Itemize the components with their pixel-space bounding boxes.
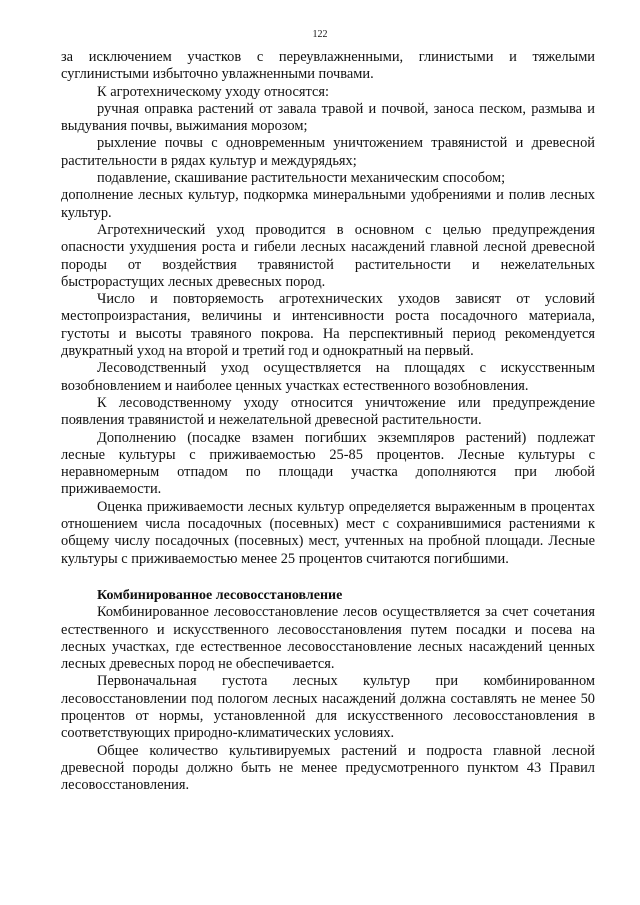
list-item-mowing: подавление, скашивание растительности механическим способом; bbox=[97, 170, 506, 187]
paragraph-agrotech-intro: К агротехническому уходу относятся: bbox=[97, 83, 329, 100]
paragraph-silvicultural-content: К лесоводственному уходу относится уничтожение или предупреждение появления травянистой и нежелательной древесной растительности. bbox=[61, 394, 595, 429]
section-heading: Комбинированное лесовосстановление bbox=[97, 587, 343, 603]
paragraph-continuation: за исключением участков с переувлажненными, глинистыми и тяжелыми суглинистыми избыточно увлажненными почвами. bbox=[61, 49, 595, 83]
paragraph-survival-assessment: Оценка приживаемости лесных культур определяется выраженным в процентах отношением числа посадочных (посевных) мест с сохранившимися растениями к общему числу посадочных (посевных) мест, учтенных на пробной площади. Лесные культуры с приживаемостью менее 25 процентов считаются погибшими. bbox=[61, 498, 595, 567]
paragraph-combined-density: Первоначальная густота лесных культур при комбинированном лесовосстановлении под пологом лесных насаждений должна составлять не менее 50 процентов от нормы, установленной для искусственного лесовосстановления в соответствующих природно-климатических условиях. bbox=[61, 673, 595, 742]
paragraph-agrotech-frequency: Число и повторяемость агротехнических уходов зависят от условий местопроизрастания, величины и интенсивности роста посадочного материала, густоты и высоты травяного покрова. На перспективный период рекомендуется двукратный уход на второй и третий год и однократный на первый. bbox=[61, 291, 595, 360]
paragraph-supplementing-rules: Дополнению (посадке взамен погибших экземпляров растений) подлежат лесные культуры с приживаемостью 25-85 процентов. Лесные культуры с неравномерным отпадом по площади участка дополняются при любой приживаемости. bbox=[61, 429, 595, 498]
list-item-loosening: рыхление почвы с одновременным уничтожением травянистой и древесной растительности в рядах культур и междурядьях; bbox=[61, 135, 595, 169]
page-number: 122 bbox=[312, 29, 328, 40]
paragraph-agrotech-purpose: Агротехнический уход проводится в основном с целью предупреждения опасности ухудшения роста и гибели лесных насаждений главной лесной древесной породы от воздействия травянистой растительности и нежелательных быстрорастущих лесных древесных пород. bbox=[61, 221, 595, 290]
document-body bbox=[61, 49, 595, 794]
list-item-supplementing: дополнение лесных культур, подкормка минеральными удобрениями и полив лесных культур. bbox=[61, 187, 595, 221]
paragraph-combined-total: Общее количество культивируемых растений и подроста главной лесной древесной породы должно быть не менее предусмотренного пунктом 43 Правил лесовосстановления. bbox=[61, 742, 595, 794]
list-item-manual-correction: ручная оправка растений от завала травой и почвой, заноса песком, размыва и выдувания почвы, выжимания морозом; bbox=[61, 100, 595, 135]
paragraph-silvicultural-care: Лесоводственный уход осуществляется на площадях с искусственным возобновлением и наиболее ценных участках естественного возобновления. bbox=[61, 360, 595, 394]
paragraph-combined-definition: Комбинированное лесовосстановление лесов осуществляется за счет сочетания естественного и искусственного лесовосстановления путем посадки и посева на лесных участках, где естественное лесовосстановление лесных насаждений ценных лесных древесных пород не обеспечивается. bbox=[61, 604, 595, 673]
